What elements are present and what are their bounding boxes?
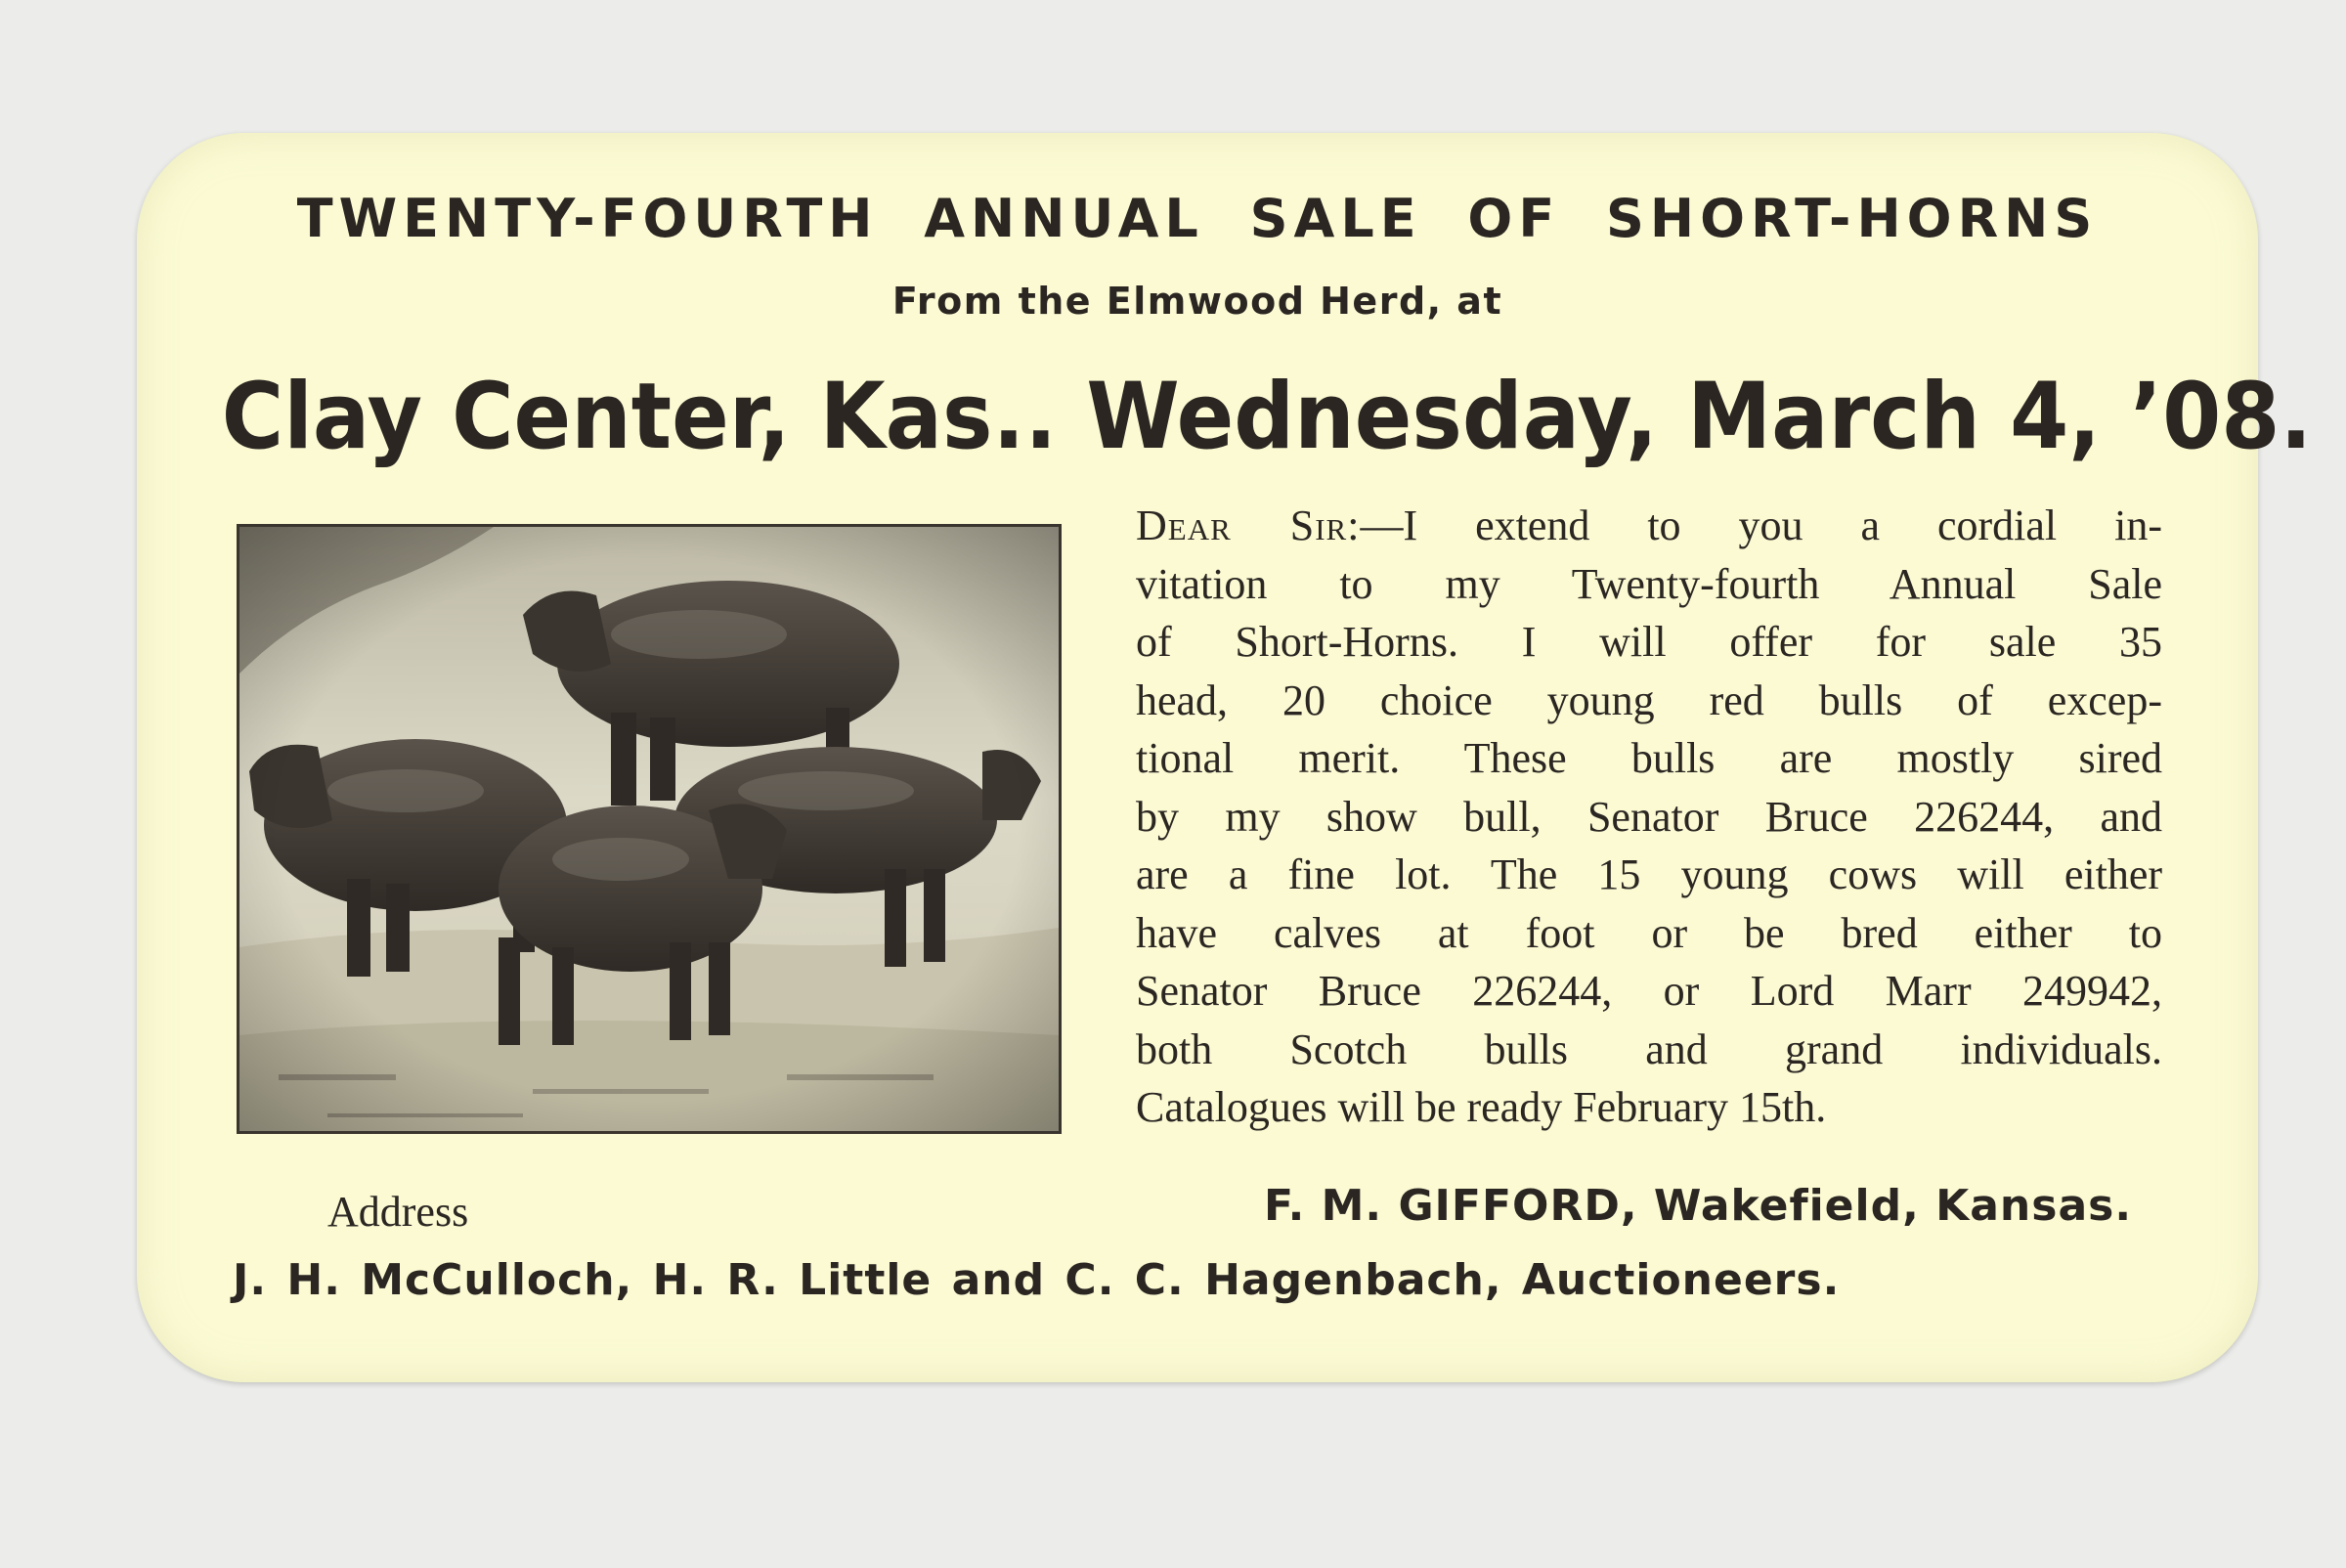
letter-line: vitation to my Twenty-fourth Annual Sale — [1136, 559, 2162, 608]
auctioneers-line: J. H. McCulloch, H. R. Little and C. C. Hagenbach, Auctioneers. — [233, 1255, 1841, 1305]
sender-name: F. M. GIFFORD, Wakefield, Kansas. — [1264, 1181, 2133, 1231]
card-heading: TWENTY-FOURTH ANNUAL SALE OF SHORT-HORNS — [296, 188, 2099, 249]
letter-line: have calves at foot or be bred either to — [1136, 908, 2162, 957]
sale-dateline: Clay Center, Kas.. Wednesday, March 4, ’08. — [221, 364, 2313, 470]
cattle-photo — [237, 524, 1062, 1134]
cattle-illustration — [239, 527, 1059, 1131]
letter-line: by my show bull, Senator Bruce 226244, and — [1136, 792, 2162, 841]
card-subheading: From the Elmwood Herd, at — [891, 280, 1503, 323]
address-label: Address — [327, 1188, 469, 1236]
letter-line: head, 20 choice young red bulls of excep- — [1136, 675, 2162, 724]
letter-line: both Scotch bulls and grand individuals. — [1136, 1024, 2162, 1073]
letter-line: Catalogues will be ready February 15th. — [1136, 1083, 1827, 1131]
letter-line: Senator Bruce 226244, or Lord Marr 249942, — [1136, 967, 2162, 1015]
letter-line: Dear Sir:—I extend to you a cordial in- — [1136, 501, 2162, 549]
letter-line: are a fine lot. The 15 young cows will either — [1136, 850, 2162, 898]
sale-card — [137, 133, 2313, 1382]
letter-salutation: Dear Sir: — [1136, 501, 1361, 549]
letter-line: of Short-Horns. I will offer for sale 35 — [1136, 618, 2162, 666]
invitation-letter — [1136, 497, 2162, 1137]
letter-line: tional merit. These bulls are mostly sired — [1136, 734, 2162, 782]
